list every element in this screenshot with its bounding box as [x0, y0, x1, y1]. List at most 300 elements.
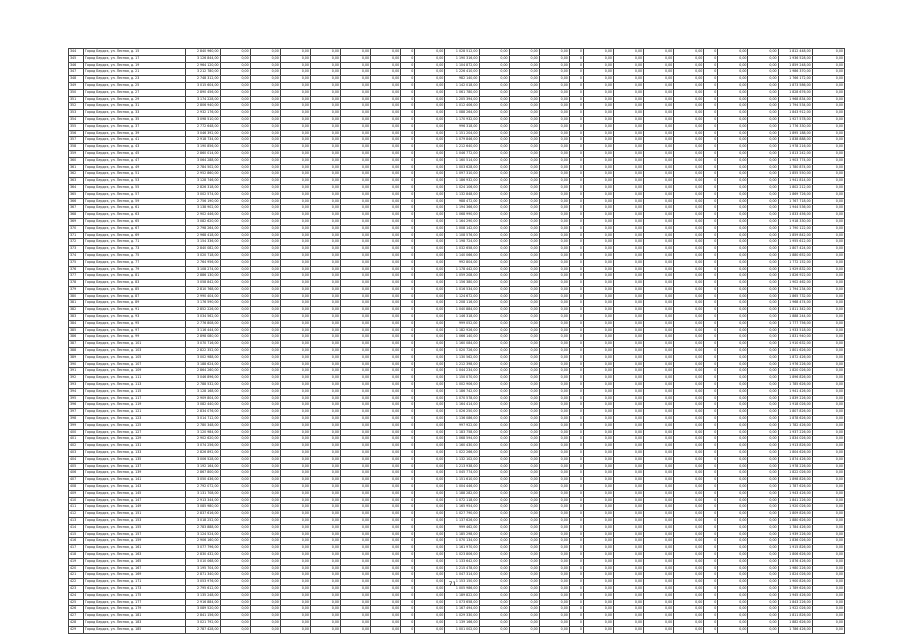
amount-cell: 0,00: [341, 144, 371, 151]
amount-cell: 988 472,00: [445, 198, 479, 205]
amount-cell: 0: [569, 613, 583, 620]
amount-cell: 0,00: [310, 157, 340, 164]
amount-cell: 0,00: [371, 613, 401, 620]
amount-cell: 0,00: [310, 517, 340, 524]
amount-cell: 0,00: [341, 212, 371, 219]
amount-cell: 0: [704, 558, 718, 565]
amount-cell: 0,00: [613, 137, 643, 144]
amount-cell: 0,00: [220, 212, 250, 219]
amount-cell: 0,00: [341, 307, 371, 314]
amount-cell: 0: [401, 96, 415, 103]
amount-cell: 0,00: [509, 558, 539, 565]
amount-cell: 0,00: [718, 551, 748, 558]
amount-cell: 0,00: [341, 232, 371, 239]
amount-cell: 0,00: [674, 619, 704, 626]
amount-cell: 0,00: [644, 320, 674, 327]
amount-cell: 0,00: [539, 171, 569, 178]
amount-cell: 0,00: [812, 184, 844, 191]
amount-cell: 0,00: [644, 116, 674, 123]
table-row: [69, 613, 845, 620]
amount-cell: 0,00: [280, 150, 310, 157]
amount-cell: 0,00: [748, 280, 778, 287]
amount-cell: 0,00: [748, 327, 778, 334]
amount-cell: 0,00: [220, 511, 250, 518]
amount-cell: 0,00: [674, 382, 704, 389]
amount-cell: 0,00: [583, 463, 613, 470]
amount-cell: 0,00: [220, 137, 250, 144]
row-number-cell: 401: [69, 436, 84, 443]
amount-cell: 0,00: [748, 246, 778, 253]
amount-cell: 0,00: [371, 205, 401, 212]
amount-cell: 0,00: [583, 62, 613, 69]
amount-cell: 0,00: [583, 96, 613, 103]
amount-cell: 0,00: [280, 49, 310, 56]
amount-cell: 1 944 536,00: [778, 205, 812, 212]
amount-cell: 0,00: [371, 592, 401, 599]
amount-cell: 0,00: [310, 545, 340, 552]
amount-cell: 0,00: [644, 307, 674, 314]
amount-cell: 1 782 426,00: [778, 422, 812, 429]
amount-cell: 0,00: [748, 273, 778, 280]
amount-cell: 1 841 226,00: [778, 497, 812, 504]
amount-cell: 0,00: [674, 178, 704, 185]
amount-cell: 0: [704, 293, 718, 300]
amount-cell: 0,00: [415, 157, 445, 164]
amount-cell: 0,00: [220, 402, 250, 409]
amount-cell: 0,00: [220, 463, 250, 470]
amount-cell: 2 787 428,00: [186, 626, 220, 633]
amount-cell: 0,00: [583, 266, 613, 273]
amount-cell: 0,00: [718, 517, 748, 524]
amount-cell: 0,00: [509, 354, 539, 361]
amount-cell: 1 026 250,00: [445, 409, 479, 416]
amount-cell: 0,00: [613, 463, 643, 470]
amount-cell: 0,00: [341, 137, 371, 144]
amount-cell: 1 150 070,00: [445, 375, 479, 382]
amount-cell: 0,00: [479, 110, 509, 117]
amount-cell: 0,00: [479, 239, 509, 246]
amount-cell: 0,00: [509, 599, 539, 606]
amount-cell: 0,00: [310, 184, 340, 191]
amount-cell: 0,00: [280, 456, 310, 463]
amount-cell: 2 902 620,00: [186, 436, 220, 443]
amount-cell: 0,00: [748, 116, 778, 123]
amount-cell: 2 837 616,00: [186, 511, 220, 518]
amount-cell: 1 900 826,00: [778, 579, 812, 586]
amount-cell: 0,00: [644, 327, 674, 334]
amount-cell: 0,00: [479, 599, 509, 606]
amount-cell: 1 915 826,00: [778, 545, 812, 552]
amount-cell: 0,00: [250, 572, 280, 579]
amount-cell: 0,00: [644, 436, 674, 443]
amount-cell: 0: [401, 130, 415, 137]
amount-cell: 0,00: [371, 565, 401, 572]
table-row: [69, 531, 845, 538]
amount-cell: 0,00: [812, 585, 844, 592]
amount-cell: 0,00: [509, 130, 539, 137]
amount-cell: 1 104 872,00: [445, 62, 479, 69]
address-cell: Город Бердск, ул. Лесная, д. 17: [84, 55, 186, 62]
amount-cell: 0,00: [539, 348, 569, 355]
amount-cell: 0,00: [371, 511, 401, 518]
amount-cell: 1 902 462,00: [778, 280, 812, 287]
row-number-cell: 345: [69, 55, 84, 62]
amount-cell: 0,00: [509, 110, 539, 117]
amount-cell: 0,00: [479, 402, 509, 409]
row-number-cell: 426: [69, 606, 84, 613]
amount-cell: 0,00: [674, 592, 704, 599]
amount-cell: 0,00: [644, 82, 674, 89]
row-number-cell: 384: [69, 320, 84, 327]
amount-cell: 0: [401, 613, 415, 620]
amount-cell: 0,00: [509, 123, 539, 130]
amount-cell: 0,00: [748, 348, 778, 355]
amount-cell: 0,00: [613, 205, 643, 212]
amount-cell: 0: [401, 463, 415, 470]
amount-cell: 0,00: [718, 585, 748, 592]
amount-cell: 0,00: [539, 178, 569, 185]
amount-cell: 0: [704, 150, 718, 157]
amount-cell: 0,00: [539, 150, 569, 157]
amount-cell: 0,00: [613, 388, 643, 395]
amount-cell: 0,00: [539, 273, 569, 280]
amount-cell: 0,00: [415, 613, 445, 620]
address-cell: Город Бердск, ул. Лесная, д. 175: [84, 592, 186, 599]
address-cell: Город Бердск, ул. Лесная, д. 21: [84, 69, 186, 76]
row-number-cell: 385: [69, 327, 84, 334]
amount-cell: 1 153 150,00: [445, 579, 479, 586]
amount-cell: 0,00: [748, 69, 778, 76]
amount-cell: 0,00: [812, 558, 844, 565]
amount-cell: 0,00: [812, 123, 844, 130]
amount-cell: 0,00: [812, 82, 844, 89]
amount-cell: 0,00: [415, 130, 445, 137]
amount-cell: 0: [569, 137, 583, 144]
amount-cell: 0,00: [613, 320, 643, 327]
amount-cell: 1 809 826,00: [778, 511, 812, 518]
amount-cell: 0,00: [583, 524, 613, 531]
amount-cell: 0,00: [674, 232, 704, 239]
amount-cell: 0,00: [644, 266, 674, 273]
amount-cell: 0,00: [415, 69, 445, 76]
amount-cell: 0,00: [415, 354, 445, 361]
amount-cell: 1 859 248,00: [778, 62, 812, 69]
amount-cell: 0,00: [415, 55, 445, 62]
amount-cell: 0: [704, 246, 718, 253]
amount-cell: 0,00: [644, 334, 674, 341]
amount-cell: 0,00: [539, 246, 569, 253]
amount-cell: 0: [704, 416, 718, 423]
amount-cell: 0,00: [479, 395, 509, 402]
amount-cell: 0,00: [310, 599, 340, 606]
amount-cell: 0,00: [812, 334, 844, 341]
amount-cell: 0,00: [613, 89, 643, 96]
amount-cell: 0,00: [250, 470, 280, 477]
amount-cell: 0,00: [250, 218, 280, 225]
amount-cell: 0,00: [479, 429, 509, 436]
amount-cell: 0,00: [371, 96, 401, 103]
amount-cell: 0,00: [280, 239, 310, 246]
amount-cell: 0,00: [613, 212, 643, 219]
amount-cell: 0,00: [509, 416, 539, 423]
amount-cell: 0: [704, 626, 718, 633]
address-cell: Город Бердск, ул. Лесная, д. 81: [84, 273, 186, 280]
amount-cell: 1 811 826,00: [778, 613, 812, 620]
amount-cell: 0,00: [250, 259, 280, 266]
amount-cell: 0,00: [718, 314, 748, 321]
amount-cell: 0,00: [718, 606, 748, 613]
amount-cell: 0,00: [415, 266, 445, 273]
address-cell: Город Бердск, ул. Лесная, д. 53: [84, 178, 186, 185]
amount-cell: 0,00: [310, 450, 340, 457]
amount-cell: 0,00: [280, 218, 310, 225]
amount-cell: 2 792 072,00: [186, 484, 220, 491]
amount-cell: 0,00: [310, 286, 340, 293]
amount-cell: 0,00: [644, 164, 674, 171]
amount-cell: 0,00: [718, 599, 748, 606]
amount-cell: 0,00: [220, 613, 250, 620]
amount-cell: 0,00: [644, 443, 674, 450]
amount-cell: 2 756 190,00: [186, 198, 220, 205]
amount-cell: 0,00: [310, 327, 340, 334]
amount-cell: 0,00: [748, 144, 778, 151]
amount-cell: 0,00: [583, 572, 613, 579]
amount-cell: 0,00: [748, 191, 778, 198]
amount-cell: 0,00: [583, 171, 613, 178]
amount-cell: 0,00: [539, 558, 569, 565]
amount-cell: 3 082 620,00: [186, 218, 220, 225]
amount-cell: 0,00: [812, 348, 844, 355]
amount-cell: 0: [704, 375, 718, 382]
amount-cell: 0,00: [371, 232, 401, 239]
amount-cell: 0,00: [674, 191, 704, 198]
amount-cell: 0,00: [479, 354, 509, 361]
amount-cell: 1 070 578,00: [445, 395, 479, 402]
amount-cell: 0,00: [674, 164, 704, 171]
amount-cell: 0,00: [644, 171, 674, 178]
amount-cell: 0,00: [812, 484, 844, 491]
amount-cell: 0,00: [310, 592, 340, 599]
amount-cell: 1 978 226,00: [778, 463, 812, 470]
amount-cell: 0: [704, 49, 718, 56]
amount-cell: 0,00: [583, 436, 613, 443]
amount-cell: 3 002 988,00: [186, 354, 220, 361]
amount-cell: 0,00: [280, 524, 310, 531]
amount-cell: 0: [569, 592, 583, 599]
amount-cell: 0,00: [341, 198, 371, 205]
amount-cell: 0,00: [539, 103, 569, 110]
amount-cell: 3 116 444,00: [186, 327, 220, 334]
amount-cell: 0,00: [748, 232, 778, 239]
amount-cell: 0: [569, 422, 583, 429]
amount-cell: 0,00: [341, 103, 371, 110]
amount-cell: 0,00: [415, 96, 445, 103]
amount-cell: 0,00: [583, 280, 613, 287]
amount-cell: 0,00: [479, 178, 509, 185]
amount-cell: 0,00: [280, 606, 310, 613]
amount-cell: 0,00: [583, 382, 613, 389]
amount-cell: 0,00: [310, 497, 340, 504]
amount-cell: 0,00: [539, 198, 569, 205]
amount-cell: 0,00: [812, 490, 844, 497]
amount-cell: 0: [704, 171, 718, 178]
table-row: [69, 361, 845, 368]
amount-cell: 0,00: [371, 456, 401, 463]
address-cell: Город Бердск, ул. Лесная, д. 137: [84, 463, 186, 470]
amount-cell: 0,00: [539, 524, 569, 531]
amount-cell: 0,00: [341, 436, 371, 443]
amount-cell: 0,00: [220, 409, 250, 416]
amount-cell: 0,00: [220, 450, 250, 457]
amount-cell: 992 804,00: [445, 259, 479, 266]
amount-cell: 0,00: [644, 361, 674, 368]
amount-cell: 0,00: [310, 463, 340, 470]
amount-cell: 0: [704, 497, 718, 504]
amount-cell: 0,00: [674, 62, 704, 69]
amount-cell: 0,00: [613, 422, 643, 429]
amount-cell: 0,00: [280, 463, 310, 470]
amount-cell: 0,00: [539, 388, 569, 395]
amount-cell: 0: [704, 395, 718, 402]
amount-cell: 0: [401, 504, 415, 511]
address-cell: Город Бердск, ул. Лесная, д. 161: [84, 545, 186, 552]
amount-cell: 0,00: [280, 334, 310, 341]
amount-cell: 0,00: [812, 579, 844, 586]
amount-cell: 0,00: [674, 252, 704, 259]
amount-cell: 0,00: [415, 300, 445, 307]
amount-cell: 0,00: [509, 463, 539, 470]
amount-cell: 0,00: [812, 191, 844, 198]
amount-cell: 0: [704, 511, 718, 518]
amount-cell: 0,00: [674, 422, 704, 429]
table-row: [69, 89, 845, 96]
row-number-cell: 406: [69, 470, 84, 477]
amount-cell: 0,00: [812, 327, 844, 334]
amount-cell: 1 787 626,00: [778, 484, 812, 491]
amount-cell: 0,00: [718, 164, 748, 171]
amount-cell: 0,00: [371, 184, 401, 191]
amount-cell: 0,00: [583, 123, 613, 130]
amount-cell: 0,00: [371, 239, 401, 246]
amount-cell: 0,00: [583, 76, 613, 83]
address-cell: Город Бердск, ул. Лесная, д. 77: [84, 259, 186, 266]
amount-cell: 0,00: [674, 361, 704, 368]
amount-cell: 0,00: [220, 470, 250, 477]
address-cell: Город Бердск, ул. Лесная, д. 65: [84, 218, 186, 225]
amount-cell: 2 783 888,00: [186, 524, 220, 531]
amount-cell: 0,00: [220, 551, 250, 558]
amount-cell: 0,00: [341, 205, 371, 212]
amount-cell: 0,00: [310, 354, 340, 361]
amount-cell: 0,00: [341, 130, 371, 137]
amount-cell: 0,00: [415, 436, 445, 443]
amount-cell: 0,00: [748, 477, 778, 484]
address-cell: Город Бердск, ул. Лесная, д. 49: [84, 164, 186, 171]
amount-cell: 0,00: [812, 252, 844, 259]
amount-cell: 3 154 336,00: [186, 239, 220, 246]
amount-cell: 0,00: [280, 409, 310, 416]
amount-cell: 0,00: [371, 599, 401, 606]
amount-cell: 0: [704, 545, 718, 552]
amount-cell: 0,00: [812, 524, 844, 531]
table-row: [69, 150, 845, 157]
amount-cell: 0,00: [371, 273, 401, 280]
amount-cell: 1 160 514,00: [445, 157, 479, 164]
amount-cell: 0,00: [583, 484, 613, 491]
table-row: [69, 62, 845, 69]
amount-cell: 0,00: [341, 76, 371, 83]
amount-cell: 0,00: [583, 470, 613, 477]
amount-cell: 0: [569, 62, 583, 69]
amount-cell: 0,00: [748, 606, 778, 613]
amount-cell: 0,00: [220, 280, 250, 287]
amount-cell: 0,00: [613, 409, 643, 416]
amount-cell: 0,00: [644, 585, 674, 592]
amount-cell: 3 176 590,00: [186, 300, 220, 307]
amount-cell: 2 788 532,00: [186, 382, 220, 389]
amount-cell: 0,00: [644, 130, 674, 137]
amount-cell: 0: [569, 198, 583, 205]
amount-cell: 0,00: [509, 619, 539, 626]
row-number-cell: 380: [69, 293, 84, 300]
amount-cell: 0,00: [415, 572, 445, 579]
row-number-cell: 378: [69, 280, 84, 287]
address-cell: Город Бердск, ул. Лесная, д. 27: [84, 89, 186, 96]
amount-cell: 0,00: [509, 232, 539, 239]
amount-cell: 2 852 226,00: [186, 307, 220, 314]
amount-cell: 0: [401, 144, 415, 151]
amount-cell: 0,00: [718, 218, 748, 225]
row-number-cell: 349: [69, 82, 84, 89]
amount-cell: 0,00: [613, 232, 643, 239]
amount-cell: 0,00: [674, 218, 704, 225]
amount-cell: 0,00: [613, 198, 643, 205]
row-number-cell: 347: [69, 69, 84, 76]
amount-cell: 0,00: [748, 76, 778, 83]
amount-cell: 0,00: [415, 225, 445, 232]
amount-cell: 0,00: [220, 266, 250, 273]
amount-cell: 0,00: [539, 579, 569, 586]
amount-cell: 0,00: [479, 368, 509, 375]
address-cell: Город Бердск, ул. Лесная, д. 61: [84, 205, 186, 212]
amount-cell: 0,00: [613, 314, 643, 321]
amount-cell: 0,00: [539, 436, 569, 443]
amount-cell: 0,00: [539, 402, 569, 409]
row-number-cell: 414: [69, 524, 84, 531]
amount-cell: 0,00: [718, 55, 748, 62]
amount-cell: 0,00: [748, 110, 778, 117]
amount-cell: 0,00: [415, 456, 445, 463]
amount-cell: 0,00: [718, 395, 748, 402]
amount-cell: 0,00: [341, 613, 371, 620]
row-number-cell: 379: [69, 286, 84, 293]
amount-cell: 0,00: [718, 348, 748, 355]
amount-cell: 0,00: [250, 545, 280, 552]
amount-cell: 0,00: [220, 504, 250, 511]
amount-cell: 0: [401, 484, 415, 491]
amount-cell: 0: [704, 388, 718, 395]
amount-cell: 0,00: [250, 110, 280, 117]
address-cell: Город Бердск, ул. Лесная, д. 111: [84, 375, 186, 382]
amount-cell: 0,00: [479, 626, 509, 633]
amount-cell: 0,00: [341, 266, 371, 273]
amount-cell: 0,00: [583, 212, 613, 219]
amount-cell: 0,00: [479, 96, 509, 103]
amount-cell: 0,00: [341, 517, 371, 524]
amount-cell: 0,00: [613, 191, 643, 198]
amount-cell: 1 920 026,00: [778, 504, 812, 511]
amount-cell: 1 766 172,00: [778, 76, 812, 83]
